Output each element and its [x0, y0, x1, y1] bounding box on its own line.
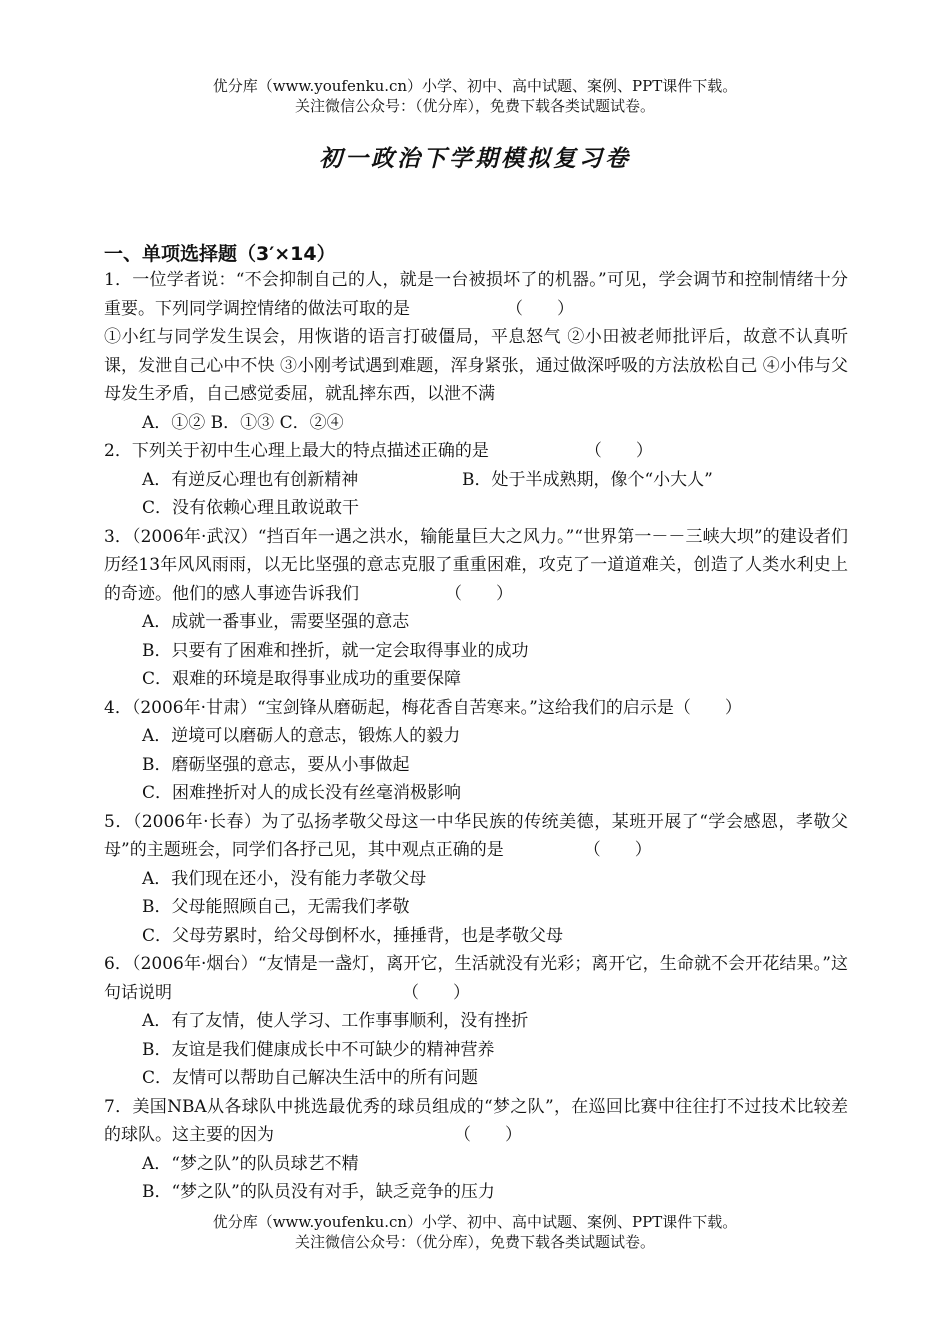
option-c: C．父母劳累时，给父母倒杯水，捶捶背，也是孝敬父母 — [142, 925, 564, 946]
option-a: A．“梦之队”的队员球艺不精 — [142, 1153, 359, 1174]
option-c: C．艰难的环境是取得事业成功的重要保障 — [142, 669, 462, 689]
option-b: B．处于半成熟期，像个“小大人” — [462, 469, 713, 490]
question-5-stem — [104, 808, 848, 865]
question-4-text: 4．（2006年·甘肃）“宝剑锋从磨砺起，梅花香自苦寒来。”这给我们的启示是 — [104, 697, 674, 718]
question-3-stem — [104, 523, 848, 609]
question-4-stem — [104, 694, 848, 723]
footer-line-1: 优分库（www.youfenku.cn）小学、初中、高中试题、案例、PPT课件下载。 — [212, 1213, 738, 1231]
answer-blank: （ ） — [445, 583, 513, 604]
question-6-text: 6．（2006年·烟台）“友情是一盏灯，离开它，生活就没有光彩；离开它，生命就不会开花结果。”这句话说明 — [104, 954, 848, 1003]
question-1-text: 1．一位学者说：“不会抑制自己的人，就是一台被损坏了的机器。”可见，学会调节和控制情绪十分重要。下列同学调控情绪的做法可取的是 — [104, 270, 848, 319]
answer-blank: （ ） — [506, 298, 574, 319]
option-c: C．友情可以帮助自己解决生活中的所有问题 — [142, 1068, 479, 1088]
answer-blank: （ ） — [583, 840, 652, 860]
question-7-text: 7．美国NBA从各球队中挑选最优秀的球员组成的“梦之队”，在巡回比赛中往往打不过技术比较差的球队。这主要的因为 — [104, 1096, 848, 1145]
question-7-stem — [104, 1093, 848, 1150]
answer-blank: （ ） — [454, 1125, 522, 1145]
answer-blank: （ ） — [673, 697, 742, 718]
answer-blank: （ ） — [584, 441, 653, 461]
option-b: B．父母能照顾自己，无需我们孝敬 — [142, 897, 410, 917]
header-line-2: 关注微信公众号：（优分库），免费下载各类试题试卷。 — [294, 97, 655, 115]
question-2-text: 2．下列关于初中生心理上最大的特点描述正确的是 — [104, 441, 489, 461]
option-a: A．有了友情，使人学习、工作事事顺利，没有挫折 — [142, 1011, 529, 1031]
option-a: A．有逆反心理也有创新精神 — [142, 469, 359, 490]
question-6-stem — [104, 950, 848, 1007]
option-b: B．友谊是我们健康成长中不可缺少的精神营养 — [142, 1039, 495, 1060]
option-b: B．磨砺坚强的意志，要从小事做起 — [142, 754, 410, 775]
option-b: B．“梦之队”的队员没有对手，缺乏竞争的压力 — [142, 1182, 495, 1202]
answer-blank: （ ） — [402, 982, 470, 1003]
page-title: 初一政治下学期模拟复习卷 — [319, 145, 631, 172]
section-heading: 一、单项选择题（3′×14） — [104, 243, 336, 265]
page-footer — [0, 1212, 950, 1252]
option-b: B．只要有了困难和挫折，就一定会取得事业的成功 — [142, 640, 529, 661]
option-a: A．逆境可以磨砺人的意志，锻炼人的毅力 — [142, 726, 461, 746]
question-3-text: 3．（2006年·武汉）“挡百年一遇之洪水，输能量巨大之风力。”“世界第一－－三峡大坝”的建设者们历经13年风风雨雨，以无比坚强的意志克服了重重困难，攻克了一道道难关，创造了人类水利史上的奇迹。他们的感人事迹告诉我们 — [104, 526, 848, 604]
option-a: A．成就一番事业，需要坚强的意志 — [142, 612, 410, 632]
question-2-stem — [104, 437, 848, 466]
header-line-1: 优分库（www.youfenku.cn）小学、初中、高中试题、案例、PPT课件下载。 — [212, 77, 738, 95]
question-1-statements: ①小红与同学发生误会，用恢谐的语言打破僵局，平息怒气 ②小田被老师批评后，故意不认真听课，发泄自己心中不快 ③小刚考试遇到难题，浑身紧张，通过做深呼吸的方法放松自己 ④小伟与父母发生矛盾，自己感觉委屈，就乱摔东西，以泄不满 — [104, 327, 848, 404]
question-5-text: 5．（2006年·长春）为了弘扬孝敬父母这一中华民族的传统美德，某班开展了“学会感恩，孝敬父母”的主题班会，同学们各抒己见，其中观点正确的是 — [104, 811, 848, 860]
option-c: C．没有依赖心理且敢说敢干 — [142, 498, 360, 518]
question-1-stem — [104, 266, 848, 323]
question-list — [104, 266, 848, 1207]
footer-line-2: 关注微信公众号：（优分库），免费下载各类试题试卷。 — [294, 1233, 655, 1251]
option-c: C．困难挫折对人的成长没有丝毫消极影响 — [142, 783, 462, 803]
question-2-options-row — [104, 466, 848, 495]
option-a: A．我们现在还小，没有能力孝敬父母 — [142, 868, 427, 889]
page-header — [0, 76, 950, 116]
question-1-options: A．①② B．①③ C．②④ — [142, 412, 344, 433]
